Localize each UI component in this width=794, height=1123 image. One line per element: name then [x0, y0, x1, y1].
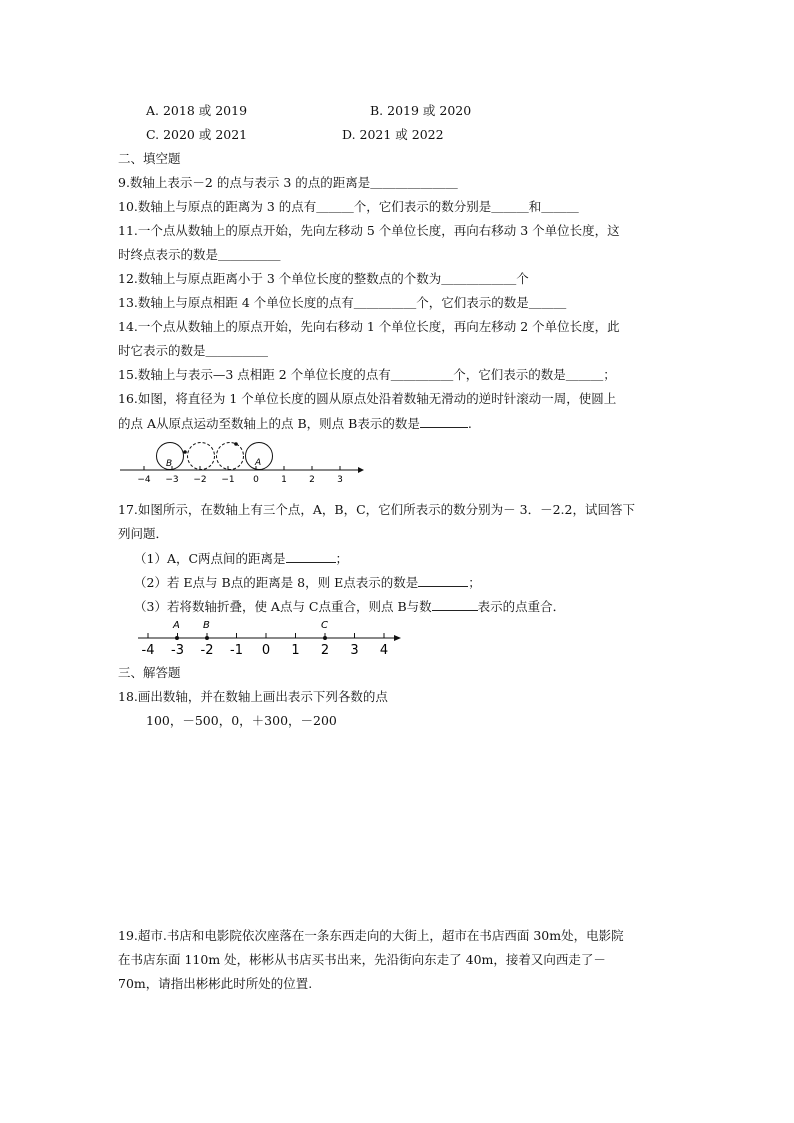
option-d: D. 2021 或 2022: [342, 127, 444, 142]
fig16-tick-label: 1: [281, 475, 287, 485]
fig17-tick-label: -2: [200, 643, 214, 658]
question-14-line2: 时它表示的数是＿＿＿＿＿: [118, 343, 269, 358]
point-b-dot: [205, 636, 209, 640]
fig16-tick-label: 0: [253, 475, 259, 485]
part2-end: ；: [468, 575, 481, 590]
question-16-end: .: [467, 416, 472, 431]
question-17-part3: [134, 598, 565, 615]
question-19-line1: 19.超市.书店和电影院依次座落在一条东西走向的大街上，超市在书店西面 30m处，电影院: [118, 928, 624, 943]
question-19-line2: 在书店东面 110m 处，彬彬从书店买书出来，先沿街向东走了 40m，接着又向西走了－: [118, 952, 606, 967]
fig17-tick-label: 0: [261, 643, 271, 658]
fig17-tick-label: -3: [171, 643, 184, 658]
label-c: C: [321, 620, 328, 631]
label-a: A: [255, 458, 262, 468]
question-11-line2: 时终点表示的数是＿＿＿＿＿: [118, 247, 281, 262]
fig17-tick-label: -1: [230, 643, 243, 658]
question-9: 9.数轴上表示－2 的点与表示 3 的点的距离是＿＿＿＿＿＿＿: [118, 175, 458, 190]
figure-16-number-line: [118, 436, 368, 486]
point-a-dot: [175, 636, 179, 640]
question-17-part2: [134, 574, 481, 591]
option-c: C. 2020 或 2021: [146, 127, 248, 142]
question-12: 12.数轴上与原点距离小于 3 个单位长度的整数点的个数为＿＿＿＿＿＿个: [118, 271, 529, 286]
part1-text: （1）A，C两点间的距离是: [134, 551, 286, 566]
fig17-tick-label: 3: [350, 643, 359, 658]
fig16-tick-label: 3: [337, 475, 343, 485]
answer-blank[interactable]: [418, 574, 468, 587]
fig16-tick-label: −1: [221, 475, 235, 485]
question-16-text: 的点 A从原点运动至数轴上的点 B，则点 B表示的数是: [118, 416, 420, 431]
rolling-dot: [234, 442, 238, 446]
question-14-line1: 14.一个点从数轴上的原点开始，先向右移动 1 个单位长度，再向左移动 2 个单位长度，此: [118, 319, 620, 334]
part1-end: ；: [335, 551, 349, 566]
figure-17-number-line: [136, 615, 406, 658]
part3-end: 表示的点重合．: [477, 599, 566, 614]
question-17-part1: [134, 550, 348, 567]
point-b-dot: [183, 450, 187, 454]
question-10: 10.数轴上与原点的距离为 3 的点有＿＿＿个，它们表示的数分别是＿＿＿和＿＿＿: [118, 199, 579, 214]
question-13: 13.数轴上与原点相距 4 个单位长度的点有＿＿＿＿＿个，它们表示的数是＿＿＿: [118, 295, 567, 310]
part3-text: （3）若将数轴折叠，使 A点与 C点重合，则点 B与数: [134, 599, 432, 614]
fig17-tick-label: -4: [141, 643, 155, 658]
question-16-line2: [118, 415, 472, 432]
question-19-line3: 70m，请指出彬彬此时所处的位置.: [118, 976, 313, 991]
option-a: A. 2018 或 2019: [146, 103, 248, 118]
question-15: 15.数轴上与表示—3 点相距 2 个单位长度的点有＿＿＿＿＿个，它们表示的数是＿＿＿；: [118, 367, 616, 382]
fig16-tick-label: −4: [137, 475, 151, 485]
label-a: A: [173, 620, 180, 631]
fig16-tick-label: 2: [309, 475, 315, 485]
section-heading-fill-blank: 二、填空题: [118, 151, 181, 166]
question-17-line2: 列问题．: [118, 526, 169, 541]
question-16-line1: 16.如图，将直径为 1 个单位长度的圆从原点处沿着数轴无滑动的逆时针滚动一周，使圆上: [118, 391, 617, 406]
label-b: B: [203, 620, 210, 631]
answer-blank[interactable]: [420, 415, 468, 428]
option-b: B. 2019 或 2020: [370, 103, 472, 118]
fig17-tick-label: 2: [320, 643, 330, 658]
question-18-line1: 18.画出数轴，并在数轴上画出表示下列各数的点: [118, 689, 388, 704]
label-b: B: [166, 459, 173, 469]
fig16-tick-label: −3: [165, 475, 179, 485]
question-18-numbers: 100，－500，0，＋300，－200: [146, 713, 337, 728]
section-heading-solve: 三、解答题: [118, 665, 181, 680]
part2-text: （2）若 E点与 B点的距离是 8，则 E点表示的数是: [134, 575, 419, 590]
fig16-tick-label: −2: [193, 475, 207, 485]
answer-blank[interactable]: [286, 550, 336, 563]
question-17-line1: 17.如图所示，在数轴上有三个点，A，B，C，它们所表示的数分别为－ 3．－2.2，试回答下: [118, 502, 635, 517]
question-11-line1: 11.一个点从数轴上的原点开始，先向左移动 5 个单位长度，再向右移动 3 个单位长度，这: [118, 223, 620, 238]
fig17-tick-label: 4: [379, 643, 389, 658]
answer-blank[interactable]: [432, 598, 478, 611]
fig17-tick-label: 1: [291, 643, 300, 658]
point-c-dot: [323, 636, 327, 640]
